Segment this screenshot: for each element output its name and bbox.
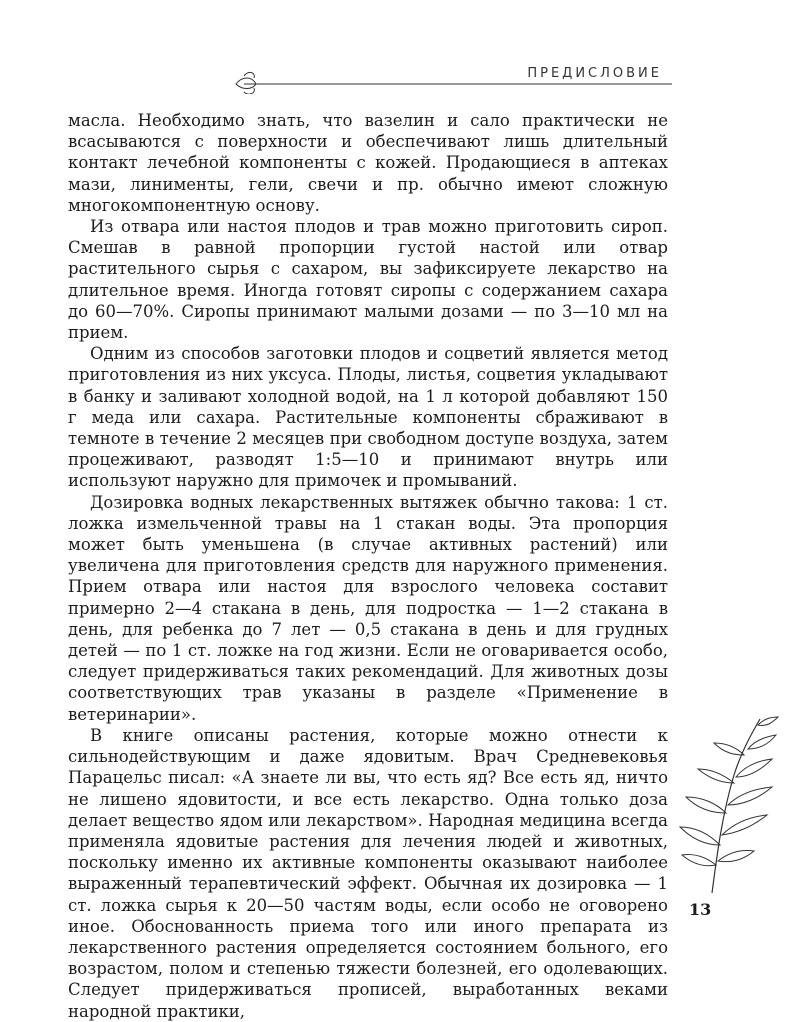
body-text [68,110,668,1022]
page-header [232,62,672,92]
paragraph: Дозировка водных лекарственных вытяжек обычно такова: 1 ст. ложка измельченной травы на 1 стакан воды. Эта пропорция может быть уменьшена (в случае активных растений) или увеличена для приготовления средств для наружного применения. Прием отвара или настоя для взрослого человека составит примерно 2—4 стакана в день, для подростка — 1—2 стакана в день, для ребенка до 7 лет — 0,5 стакана в день и для грудных детей — по 1 ст. ложке на год жизни. Если не оговаривается особо, следует придерживаться таких рекомендаций. Для животных дозы соответствующих трав указаны в разделе «Применение в ветеринарии». [68,492,668,724]
paragraph: Одним из способов заготовки плодов и соцветий является метод приготовления из них уксуса. Плоды, листья, соцветия укладывают в банку и заливают холодной водой, на 1 л которой добавляют 150 г меда или сахара. Растительные компоненты сбраживают в темноте в течение 2 месяцев при свободном доступе воздуха, затем процеживают, разводят 1:5—10 и принимают внутрь или используют наружно для примочек и промываний. [68,344,668,491]
section-title: ПРЕДИСЛОВИЕ [527,66,662,81]
paragraph: масла. Необходимо знать, что вазелин и сало практически не всасываются с поверхности и обеспечивают лишь длительный контакт лечебной компоненты с кожей. Продающиеся в аптеках мази, линименты, гели, свечи и пр. обычно имеют сложную многокомпонентную основу. [68,111,668,215]
paragraph: Из отвара или настоя плодов и трав можно приготовить сироп. Смешав в равной пропорции густой настой или отвар растительного сырья с сахаром, вы зафиксируете лекарство на длительное время. Иногда готовят сиропы с содержанием сахара до 60—70%. Сиропы принимают малыми дозами — по 3—10 мл на прием. [68,217,668,343]
page-number: 13 [689,900,712,919]
plant-sprig-icon [672,715,782,895]
paragraph: В книге описаны растения, которые можно отнести к сильнодействующим и даже ядовитым. Врач Средневековья Парацельс писал: «А знаете ли вы, что есть яд? Все есть яд, ничто не лишено ядовитости, и все есть лекарство. Одна только доза делает вещество ядом или лекарством». Народная медицина всегда применяла ядовитые растения для лечения людей и животных, поскольку именно их активные компоненты оказывают наиболее выраженный терапевтический эффект. Обычная их дозировка — 1 ст. ложка сырья к 20—50 частям воды, если особо не оговорено иное. Обоснованность приема того или иного препарата из лекарственного растения определяется состоянием больного, его возрастом, полом и степенью тяжести болезней, его одолевающих. Следует придерживаться прописей, выработанных веками народной практики, [68,725,668,1021]
